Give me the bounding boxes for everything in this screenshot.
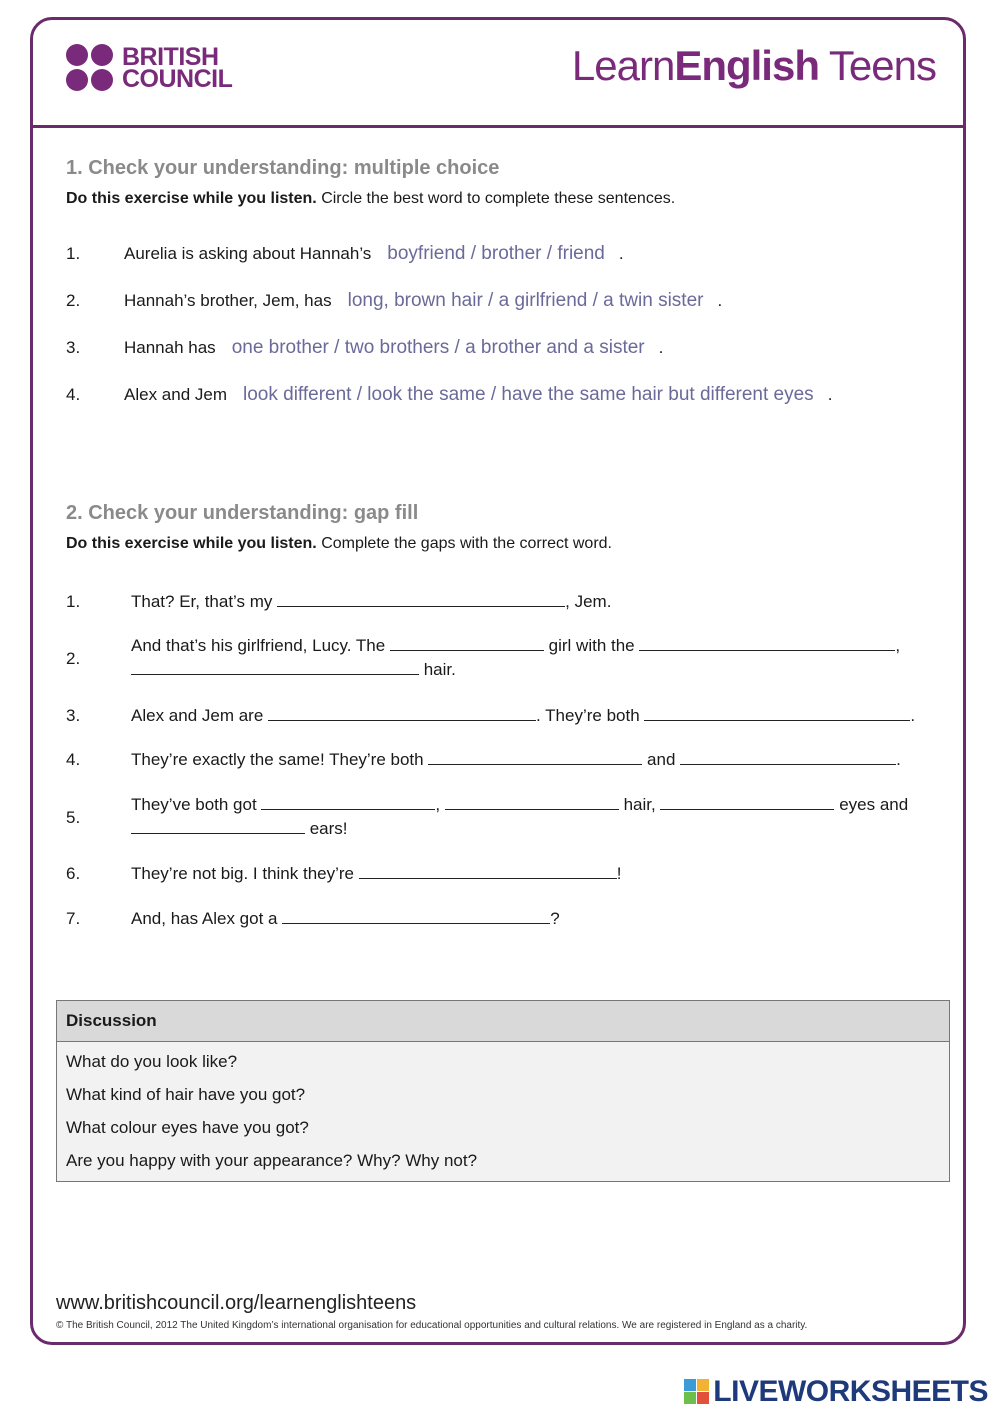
- liveworksheets-text: LIVEWORKSHEETS: [713, 1375, 988, 1408]
- mc-end: .: [827, 385, 833, 404]
- mc-stem: Hannah has: [124, 338, 216, 357]
- mc-stem: Hannah’s brother, Jem, has: [124, 291, 332, 310]
- gap-number: 1.: [66, 592, 81, 611]
- discussion-question: What kind of hair have you got?: [66, 1085, 306, 1104]
- gap-number: 3.: [66, 706, 81, 725]
- mc-options[interactable]: one brother / two brothers / a brother and a sister: [231, 337, 645, 358]
- gap-text: . They’re both: [536, 706, 645, 725]
- learnenglish-teens-brand: [572, 42, 936, 90]
- mc-stem: Aurelia is asking about Hannah’s: [124, 244, 372, 263]
- gap-text: ,: [435, 795, 445, 814]
- gap-text: ears!: [305, 819, 348, 838]
- section2-instruction-bold: Do this exercise while you listen.: [66, 535, 317, 552]
- discussion-heading: Discussion: [57, 1001, 949, 1042]
- section1-instruction-bold: Do this exercise while you listen.: [66, 190, 317, 207]
- gap-text: eyes and: [834, 795, 909, 814]
- footer-copyright: © The British Council, 2012 The United Kingdom’s international organisation for educational opportunities and cultural relations. We are registered in England as a charity.: [56, 1320, 808, 1331]
- gap-text: And, has Alex got a: [131, 909, 283, 928]
- mc-number: 3.: [66, 338, 81, 357]
- mc-end: .: [618, 244, 624, 263]
- mc-question-3: [66, 337, 663, 359]
- gap-number: 7.: [66, 909, 81, 928]
- mc-options[interactable]: long, brown hair / a girlfriend / a twin sister: [347, 290, 704, 311]
- gap-blank-input[interactable]: [428, 748, 642, 765]
- gap-text: They’re exactly the same! They’re both: [131, 750, 429, 769]
- mc-options[interactable]: look different / look the same / have the same hair but different eyes: [243, 384, 814, 405]
- brand-english: English: [674, 42, 819, 89]
- header-divider: [30, 125, 966, 128]
- discussion-question: What colour eyes have you got?: [66, 1118, 309, 1137]
- gap-text: hair.: [419, 660, 456, 679]
- gap-text: , Jem.: [565, 592, 612, 611]
- discussion-box: [56, 1000, 950, 1182]
- mc-end: .: [658, 338, 664, 357]
- gap-text: ,: [895, 636, 901, 655]
- gap-blank-input[interactable]: [261, 793, 435, 810]
- gap-number: 6.: [66, 864, 81, 883]
- gap-number: 5.: [66, 808, 81, 827]
- logo-dots-icon: [66, 44, 114, 92]
- gap-blank-input[interactable]: [282, 907, 550, 924]
- mc-question-4: [66, 384, 832, 406]
- gap-blank-input[interactable]: [660, 793, 834, 810]
- footer-url[interactable]: www.britishcouncil.org/learnenglishteens: [56, 1292, 417, 1314]
- gap-blank-input[interactable]: [390, 634, 544, 651]
- discussion-question: Are you happy with your appearance? Why? Why not?: [66, 1151, 478, 1170]
- gap-blank-input[interactable]: [680, 748, 896, 765]
- gap-text: girl with the: [543, 636, 640, 655]
- mc-end: .: [717, 291, 723, 310]
- gap-number: 4.: [66, 750, 81, 769]
- gap-text: And that’s his girlfriend, Lucy. The: [131, 636, 390, 655]
- mc-number: 1.: [66, 244, 81, 263]
- gap-text: That? Er, that’s my: [131, 592, 278, 611]
- mc-stem: Alex and Jem: [124, 385, 227, 404]
- section1-instruction: [66, 190, 675, 208]
- gap-blank-input[interactable]: [131, 817, 305, 834]
- british-council-logo: [66, 44, 232, 92]
- section2-title: 2. Check your understanding: gap fill: [66, 502, 419, 524]
- brand-learn: Learn: [571, 42, 675, 89]
- mc-question-2: [66, 290, 722, 312]
- liveworksheets-icon: [684, 1379, 710, 1405]
- gap-blank-input[interactable]: [277, 590, 565, 607]
- section1-title: 1. Check your understanding: multiple choice: [66, 157, 500, 179]
- section1-instruction-text: Circle the best word to complete these sentences.: [316, 190, 676, 207]
- gap-blank-input[interactable]: [131, 658, 419, 675]
- gap-text: and: [642, 750, 681, 769]
- mc-number: 2.: [66, 291, 81, 310]
- mc-question-1: [66, 243, 624, 265]
- gap-text: !: [616, 864, 622, 883]
- liveworksheets-logo: [684, 1375, 988, 1409]
- gap-text: They’re not big. I think they’re: [131, 864, 359, 883]
- mc-options[interactable]: boyfriend / brother / friend: [387, 243, 605, 264]
- gap-text: ?: [550, 909, 560, 928]
- gap-blank-input[interactable]: [639, 634, 895, 651]
- brand-teens: Teens: [819, 42, 936, 89]
- gap-text: .: [896, 750, 901, 769]
- gap-blank-input[interactable]: [445, 793, 619, 810]
- discussion-question: What do you look like?: [66, 1052, 238, 1071]
- gap-blank-input[interactable]: [644, 704, 910, 721]
- logo-line-1: BRITISH: [122, 43, 219, 71]
- gap-number: 2.: [66, 649, 81, 668]
- gap-text: .: [910, 706, 916, 725]
- section2-instruction-text: Complete the gaps with the correct word.: [316, 535, 612, 552]
- gap-blank-input[interactable]: [268, 704, 536, 721]
- gap-text: Alex and Jem are: [131, 706, 269, 725]
- gap-text: hair,: [618, 795, 661, 814]
- mc-number: 4.: [66, 385, 81, 404]
- gap-text: They’ve both got: [131, 795, 262, 814]
- logo-line-2: COUNCIL: [122, 65, 233, 93]
- gap-blank-input[interactable]: [359, 862, 617, 879]
- section2-instruction: [66, 535, 612, 553]
